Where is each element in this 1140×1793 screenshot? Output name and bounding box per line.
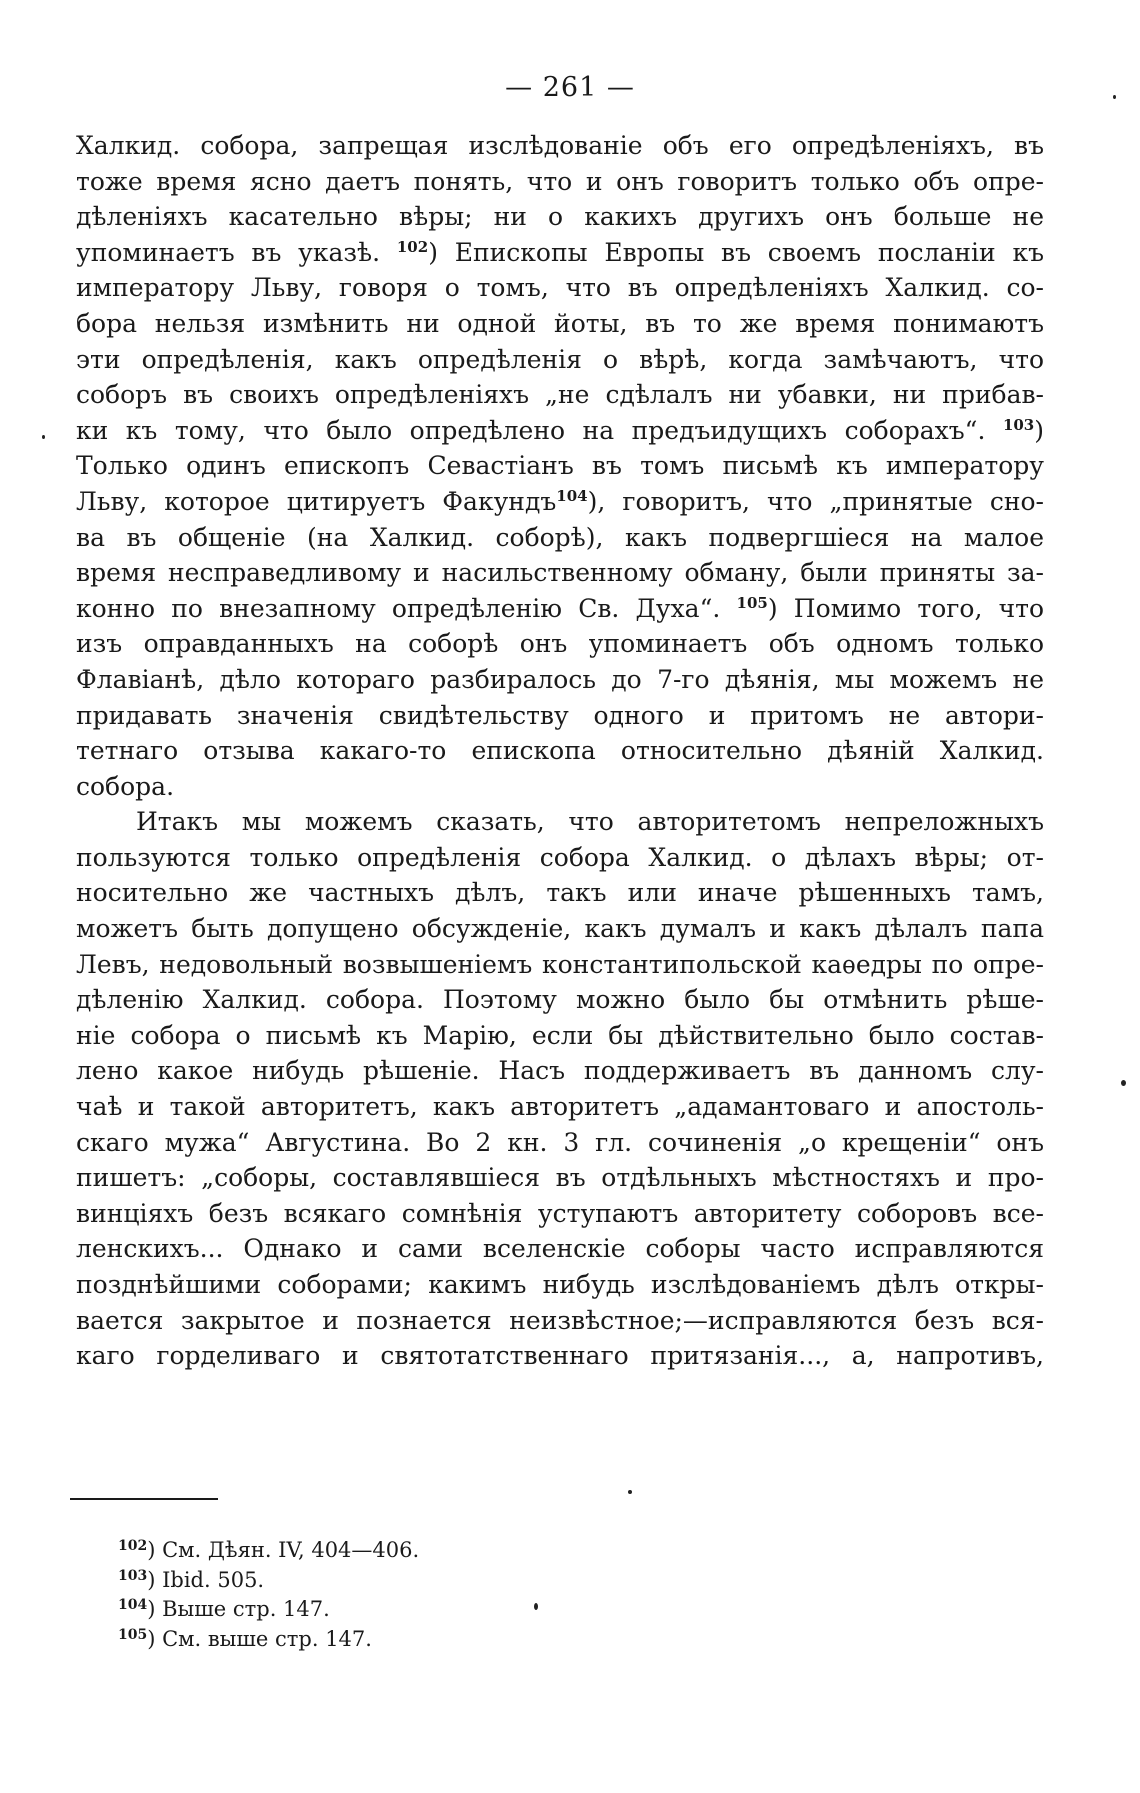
text-line: дѣленіяхъ касательно вѣры; ни о какихъ другихъ онъ больше не <box>76 202 1044 232</box>
footnote-number: 103 <box>118 1567 148 1584</box>
text-line: позднѣйшими соборами; какимъ нибудь изслѣдованіемъ дѣлъ откры- <box>76 1270 1044 1299</box>
text-line: пользуются только опредѣленія собора Халкид. о дѣлахъ вѣры; от- <box>76 842 1044 872</box>
text-line: каго горделиваго и святотатственнаго притязанія..., а, напротивъ, <box>76 1341 1044 1371</box>
footnote-ref-103[interactable]: 103 <box>1002 415 1035 434</box>
text-line: тетнаго отзыва какаго-то епископа относительно дѣяній Халкид. <box>76 736 1044 766</box>
text-fragment: ), говоритъ, что „принятые сно- <box>587 486 1044 516</box>
text-line: чаѣ и такой авторитетъ, какъ авторитетъ „адамантоваго и апостоль- <box>76 1092 1044 1122</box>
text-line: эти опредѣленія, какъ опредѣленія о вѣрѣ, когда замѣчаютъ, что <box>76 344 1044 374</box>
footnote-text: ) Выше стр. 147. <box>147 1597 330 1621</box>
text-line: бора нельзя измѣнить ни одной йоты, въ то же время понимаютъ <box>76 308 1044 338</box>
footnote-number: 105 <box>118 1626 148 1643</box>
footnote-103 <box>118 1566 419 1596</box>
text-line: дѣленію Халкид. собора. Поэтому можно было бы отмѣнить рѣше- <box>76 985 1044 1015</box>
text-line <box>76 413 1044 449</box>
text-line: императору Льву, говоря о томъ, что въ опредѣленіяхъ Халкид. со- <box>76 273 1044 303</box>
text-fragment: ) <box>1034 415 1045 445</box>
text-fragment: Льву, которое цитируетъ Факундъ <box>76 486 557 516</box>
footnote-number: 104 <box>118 1597 148 1613</box>
text-fragment: ) Епископы Европы въ своемъ посланіи къ <box>428 237 1045 267</box>
text-line: лено какое нибудь рѣшеніе. Насъ поддерживаетъ въ данномъ слу- <box>76 1056 1044 1086</box>
print-speck <box>1121 1080 1126 1086</box>
footnotes <box>118 1536 419 1654</box>
print-speck <box>42 435 45 439</box>
text-line: можетъ быть допущено обсужденіе, какъ думалъ и какъ дѣлалъ папа <box>76 914 1044 944</box>
body-text <box>76 128 1044 1374</box>
text-line: носительно же частныхъ дѣлъ, такъ или иначе рѣшенныхъ тамъ, <box>76 878 1044 908</box>
text-fragment: конно по внезапному опредѣленію Св. Духа“. <box>76 593 721 623</box>
text-line <box>76 591 1044 627</box>
text-line: собора. <box>76 771 175 801</box>
text-line: ва въ общеніе (на Халкид. соборѣ), какъ подвергшіеся на малое <box>76 522 1044 552</box>
text-line: Флавіанѣ, дѣло котораго разбиралось до 7-го дѣянія, мы можемъ не <box>76 664 1044 694</box>
footnote-105 <box>118 1625 419 1655</box>
print-speck <box>628 1490 632 1494</box>
footnote-number: 102 <box>118 1538 148 1554</box>
text-line: винціяхъ безъ всякаго сомнѣнія уступаютъ авторитету соборовъ все- <box>76 1198 1044 1228</box>
text-line: время несправедливому и насильственному обману, были приняты за- <box>76 558 1044 588</box>
text-line: Только одинъ епископъ Севастіанъ въ томъ письмѣ къ императору <box>76 451 1044 481</box>
footnote-104 <box>118 1595 419 1625</box>
text-line: тоже время ясно даетъ понять, что и онъ говоритъ только объ опре- <box>76 166 1044 196</box>
footnote-102 <box>118 1536 419 1566</box>
print-speck <box>534 1603 538 1610</box>
text-line: вается закрытое и познается неизвѣстное;—исправляются безъ вся- <box>76 1305 1044 1335</box>
text-line: Левъ, недовольный возвышеніемъ константипольской каѳедры по опре- <box>76 949 1044 979</box>
text-line: изъ оправданныхъ на соборѣ онъ упоминаетъ объ одномъ только <box>76 629 1044 659</box>
text-line: пишетъ: „соборы, составлявшіеся въ отдѣльныхъ мѣстностяхъ и про- <box>76 1163 1044 1193</box>
paragraph-start-line: Итакъ мы можемъ сказать, что авторитетомъ непреложныхъ <box>136 807 1044 837</box>
footnote-ref-102[interactable]: 102 <box>396 237 429 256</box>
text-fragment: упоминаетъ въ указѣ. <box>76 237 381 267</box>
footnote-text: ) См. выше стр. 147. <box>147 1626 372 1651</box>
footnote-text: ) См. Дѣян. IV, 404—406. <box>147 1538 420 1562</box>
footnote-text: ) Ibid. 505. <box>147 1567 265 1592</box>
text-line: ніе собора о письмѣ къ Марію, если бы дѣйствительно было состав- <box>76 1020 1044 1050</box>
text-line: ленскихъ... Однако и сами вселенскіе соборы часто исправляются <box>76 1234 1044 1264</box>
text-fragment: ) Помимо того, что <box>767 593 1044 623</box>
footnote-ref-104[interactable]: 104 <box>556 486 588 505</box>
footnote-ref-105[interactable]: 105 <box>736 593 768 612</box>
footnote-divider <box>70 1498 218 1500</box>
page-number: — 261 — <box>505 72 635 103</box>
text-fragment: ки къ тому, что было опредѣлено на предъидущихъ соборахъ“. <box>76 415 986 445</box>
text-line: придавать значенія свидѣтельству одного и притомъ не автори- <box>76 700 1044 730</box>
print-speck <box>1113 95 1116 99</box>
text-line: соборъ въ своихъ опредѣленіяхъ „не сдѣлалъ ни убавки, ни прибав- <box>76 380 1044 410</box>
text-line <box>76 235 1044 271</box>
text-line: Халкид. собора, запрещая изслѣдованіе объ его опредѣленіяхъ, въ <box>76 131 1044 160</box>
text-line: скаго мужа“ Августина. Во 2 кн. 3 гл. сочиненія „о крещеніи“ онъ <box>76 1127 1044 1157</box>
text-line <box>76 484 1044 520</box>
